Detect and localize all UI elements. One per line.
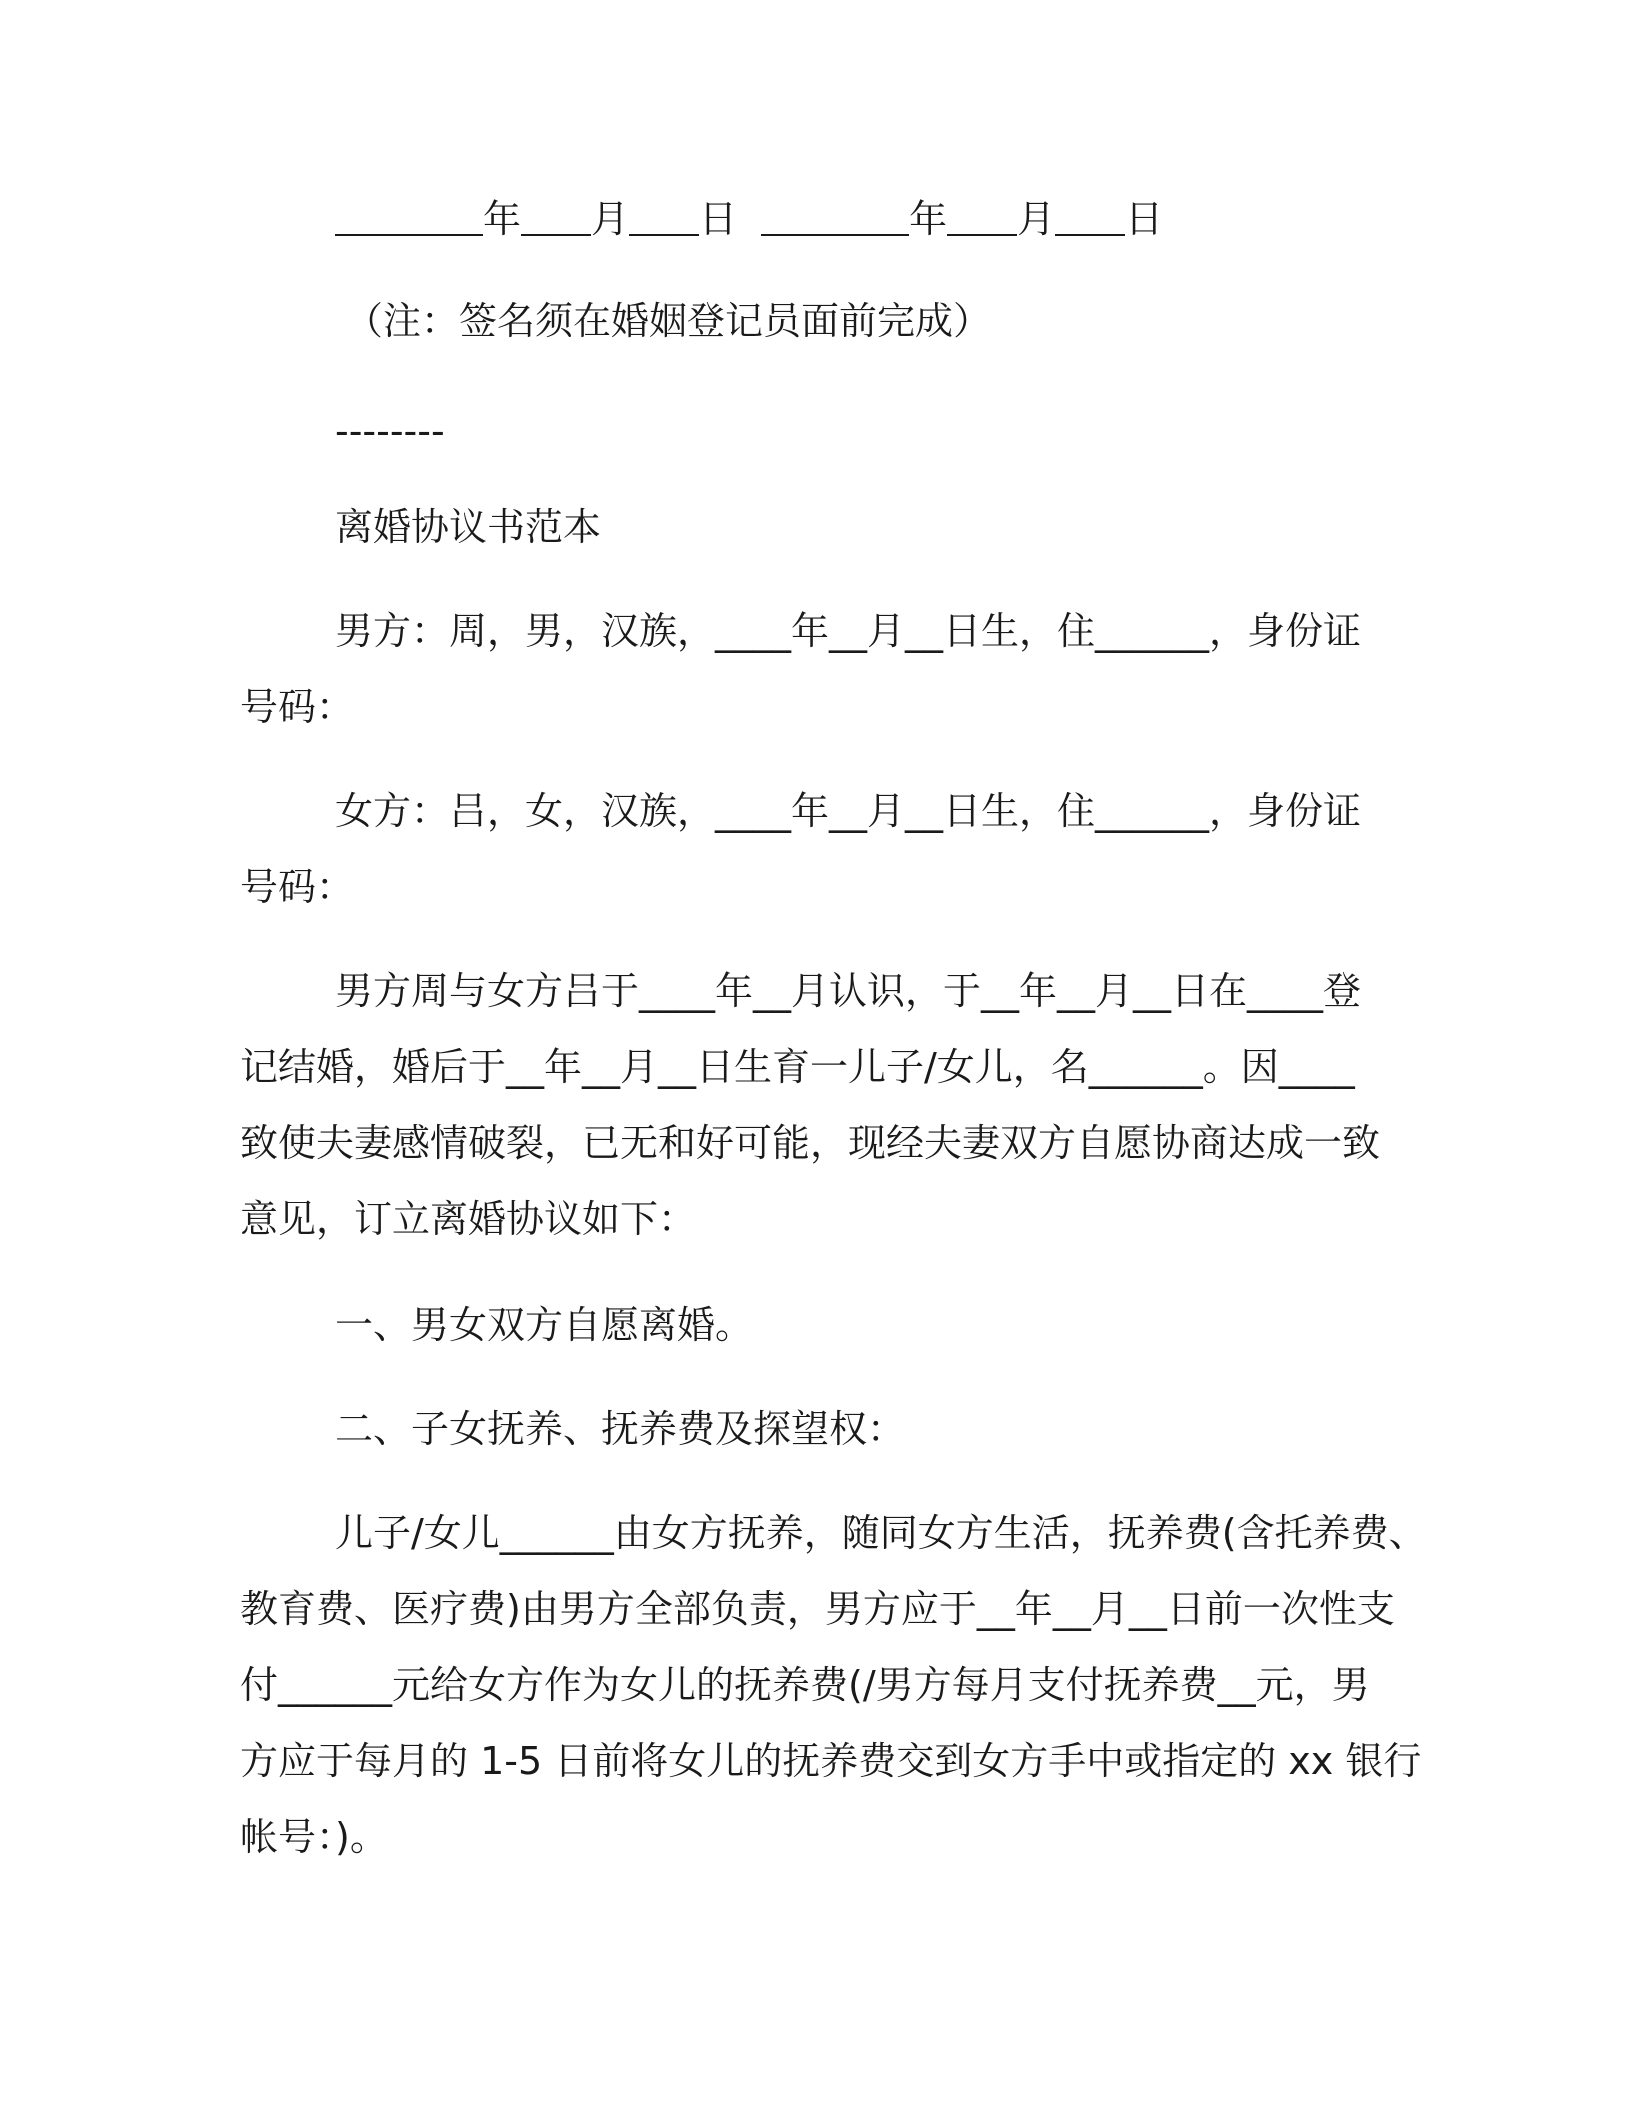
day-label: 日 — [699, 197, 738, 241]
blank-year-2 — [761, 200, 909, 236]
background-line-4: 意见，订立离婚协议如下： — [240, 1197, 697, 1241]
year-label: 年 — [909, 197, 948, 241]
signature-date-line — [335, 196, 1163, 242]
blank-month-2 — [947, 200, 1017, 236]
document-title: 离婚协议书范本 — [335, 505, 602, 549]
clause-2-line-1: 儿子/女儿______由女方抚养，随同女方生活，抚养费(含托养费、 — [335, 1511, 1427, 1555]
month-label: 月 — [591, 197, 630, 241]
clause-2-line-4: 方应于每月的 1-5 日前将女儿的抚养费交到女方手中或指定的 xx 银行 — [240, 1739, 1422, 1783]
female-party-line-1: 女方：吕，女，汉族，____年__月__日生，住______，身份证 — [335, 789, 1362, 833]
signature-note: （注：签名须在婚姻登记员面前完成） — [345, 299, 992, 343]
year-label: 年 — [483, 197, 522, 241]
background-line-1: 男方周与女方吕于____年__月认识，于__年__月__日在____登 — [335, 969, 1362, 1013]
background-line-2: 记结婚，婚后于__年__月__日生育一儿子/女儿，名______。因____ — [240, 1045, 1355, 1089]
female-party-line-2: 号码： — [240, 865, 355, 909]
background-line-3: 致使夫妻感情破裂，已无和好可能，现经夫妻双方自愿协商达成一致 — [240, 1121, 1381, 1165]
male-party-line-1: 男方：周，男，汉族，____年__月__日生，住______，身份证 — [335, 609, 1362, 653]
blank-year-1 — [335, 200, 483, 236]
clause-2-line-5: 帐号：)。 — [240, 1815, 388, 1859]
day-label: 日 — [1125, 197, 1164, 241]
separator: -------- — [335, 409, 445, 453]
blank-day-1 — [629, 200, 699, 236]
clause-2-line-2: 教育费、医疗费)由男方全部负责，男方应于__年__月__日前一次性支 — [240, 1587, 1395, 1631]
blank-day-2 — [1055, 200, 1125, 236]
month-label: 月 — [1017, 197, 1056, 241]
clause-2-title: 二、子女抚养、抚养费及探望权： — [335, 1407, 906, 1451]
clause-2-line-3: 付______元给女方作为女儿的抚养费(/男方每月支付抚养费__元，男 — [240, 1663, 1370, 1707]
male-party-line-2: 号码： — [240, 685, 355, 729]
blank-month-1 — [521, 200, 591, 236]
clause-1: 一、男女双方自愿离婚。 — [335, 1303, 754, 1347]
